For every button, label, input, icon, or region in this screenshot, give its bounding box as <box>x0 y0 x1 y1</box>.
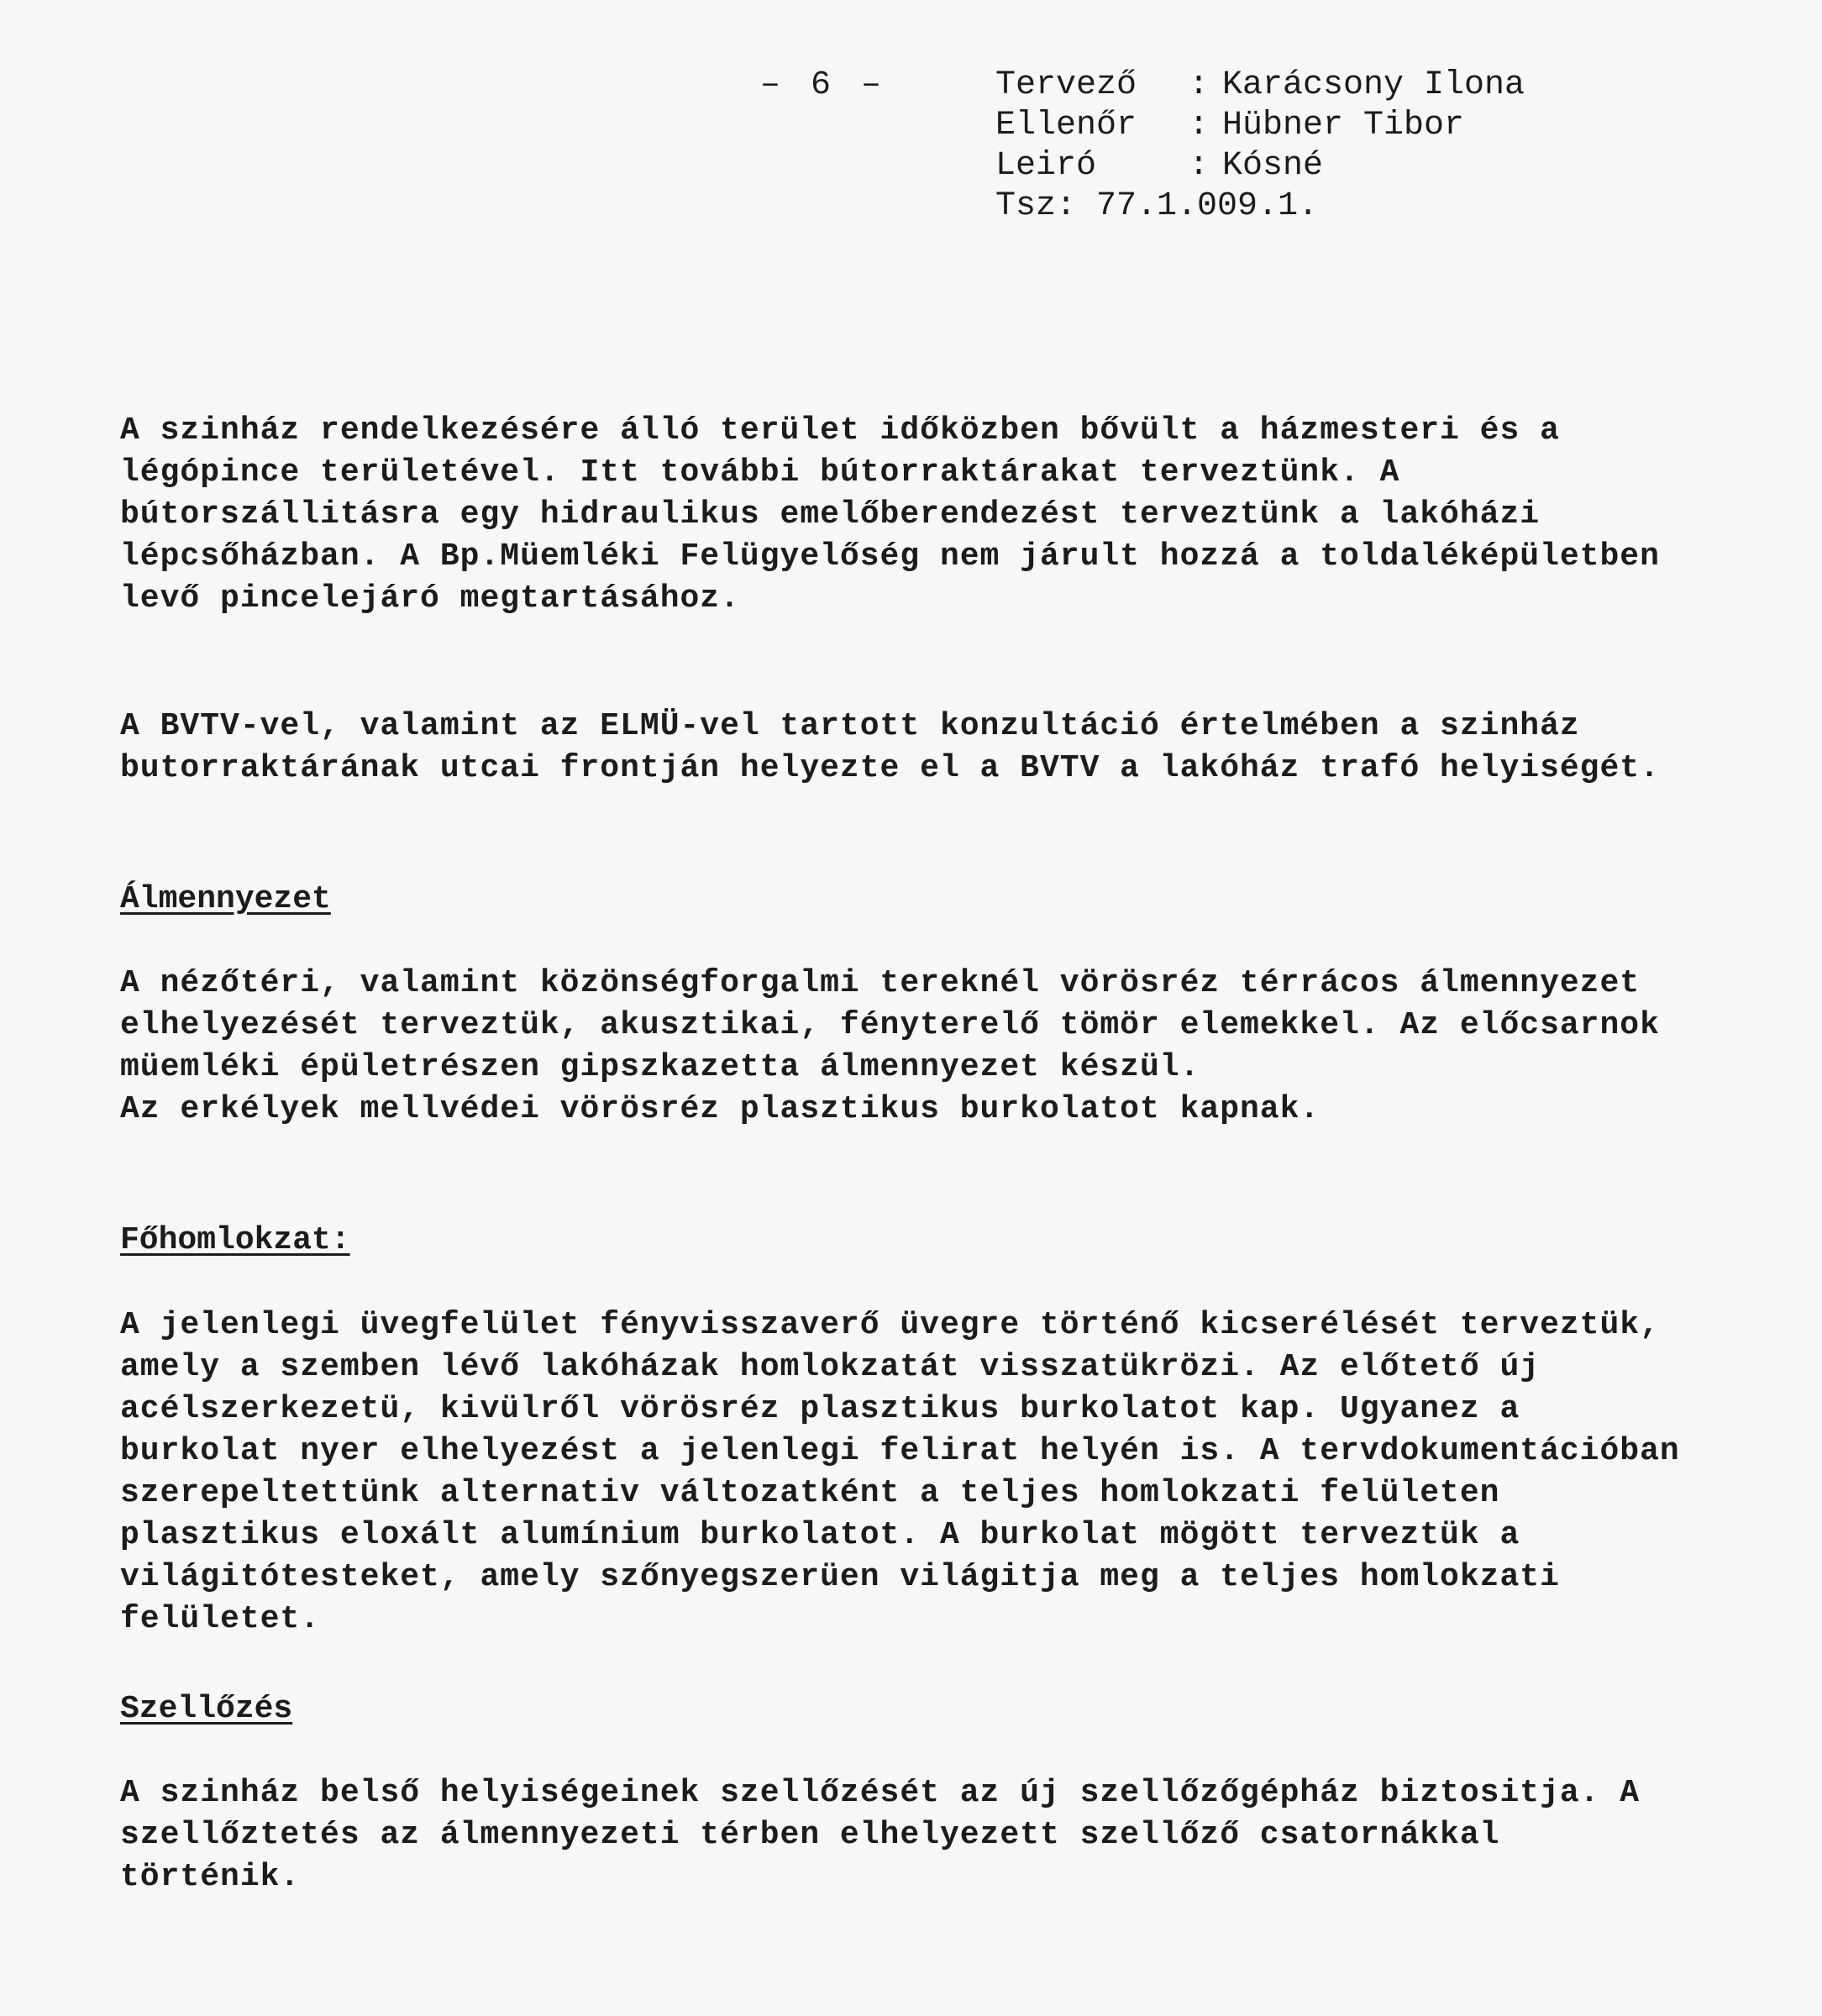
page-number: – 6 – <box>760 66 887 104</box>
paragraph-storage <box>120 410 1691 620</box>
field-separator: : <box>1189 147 1210 185</box>
header-fields <box>995 66 1634 227</box>
paragraph-text: A BVTV-vel, valamint az ELMÜ-vel tartott konzultáció értelmében a szinház butorraktárának utcai frontján helyezte el a BVTV a lakóház trafó helyiségét. <box>120 708 1660 786</box>
paragraph-text: A szinház rendelkezésére álló terület időközben bővült a házmesteri és a légópince területével. Itt további bútorraktárakat terveztünk. A bútorszállitásra egy hidraulikus emelőberendezést terveztünk a lakóházi lépcsőházban. A Bp.Müemléki Felügyelőség nem járult hozzá a toldaléképületben levő pincelejáró megtartásához. <box>120 412 1680 617</box>
paragraph-text: A szinház belső helyiségeinek szellőzését az új szellőzőgépház biztositja. A szellőztetés az álmennyezeti térben elhelyezett szellőző csatornákkal történik. <box>120 1775 1660 1895</box>
paragraph-ventilation <box>120 1772 1691 1898</box>
field-project-number <box>995 186 1634 227</box>
paragraph-facade <box>120 1305 1700 1641</box>
field-label: Tervező <box>995 66 1137 104</box>
heading-ventilation: Szellőzés <box>120 1691 293 1727</box>
field-label: Ellenőr <box>995 107 1137 144</box>
field-label: Leiró <box>995 147 1097 185</box>
field-value: Karácsony Ilona <box>1222 66 1525 104</box>
field-label: Tsz: <box>995 187 1077 225</box>
field-designer <box>995 66 1634 106</box>
field-separator: : <box>1189 107 1210 144</box>
paragraph-ceiling <box>120 963 1691 1131</box>
field-checker <box>995 106 1634 146</box>
field-value: Kósné <box>1222 147 1324 185</box>
field-value: 77.1.009.1. <box>1096 187 1319 225</box>
heading-main-facade: Főhomlokzat: <box>120 1222 350 1258</box>
paragraph-transformer <box>120 706 1691 790</box>
field-value: Hübner Tibor <box>1222 107 1465 144</box>
paragraph-text: A jelenlegi üvegfelület fényvisszaverő üvegre történő kicserélését terveztük, amely a szemben lévő lakóházak homlokzatát visszatükrözi. Az előtető új acélszerkezetü, kivülről vörösréz plasztikus burkolatot kap. Ugyanez a burkolat nyer elhelyezést a jelenlegi felirat helyén is. A tervdokumentációban szerepeltettünk alternativ változatként a teljes homlokzati felületen plasztikus eloxált alumínium burkolatot. A burkolat mögött terveztük a világitótesteket, amely szőnyegszerüen világitja meg a teljes homlokzati felületet. <box>120 1307 1700 1637</box>
field-writer <box>995 146 1634 186</box>
paragraph-text: A nézőtéri, valamint közönségforgalmi tereknél vörösréz térrácos álmennyezet elhelyezését terveztük, akusztikai, fényterelő tömör elemekkel. Az előcsarnok müemléki épületrészen gipszkazetta álmennyezet készül. Az erkélyek mellvédei vörösréz plasztikus burkolatot kapnak. <box>120 965 1660 1127</box>
field-separator: : <box>1189 66 1210 104</box>
heading-suspended-ceiling: Álmennyezet <box>120 881 331 917</box>
